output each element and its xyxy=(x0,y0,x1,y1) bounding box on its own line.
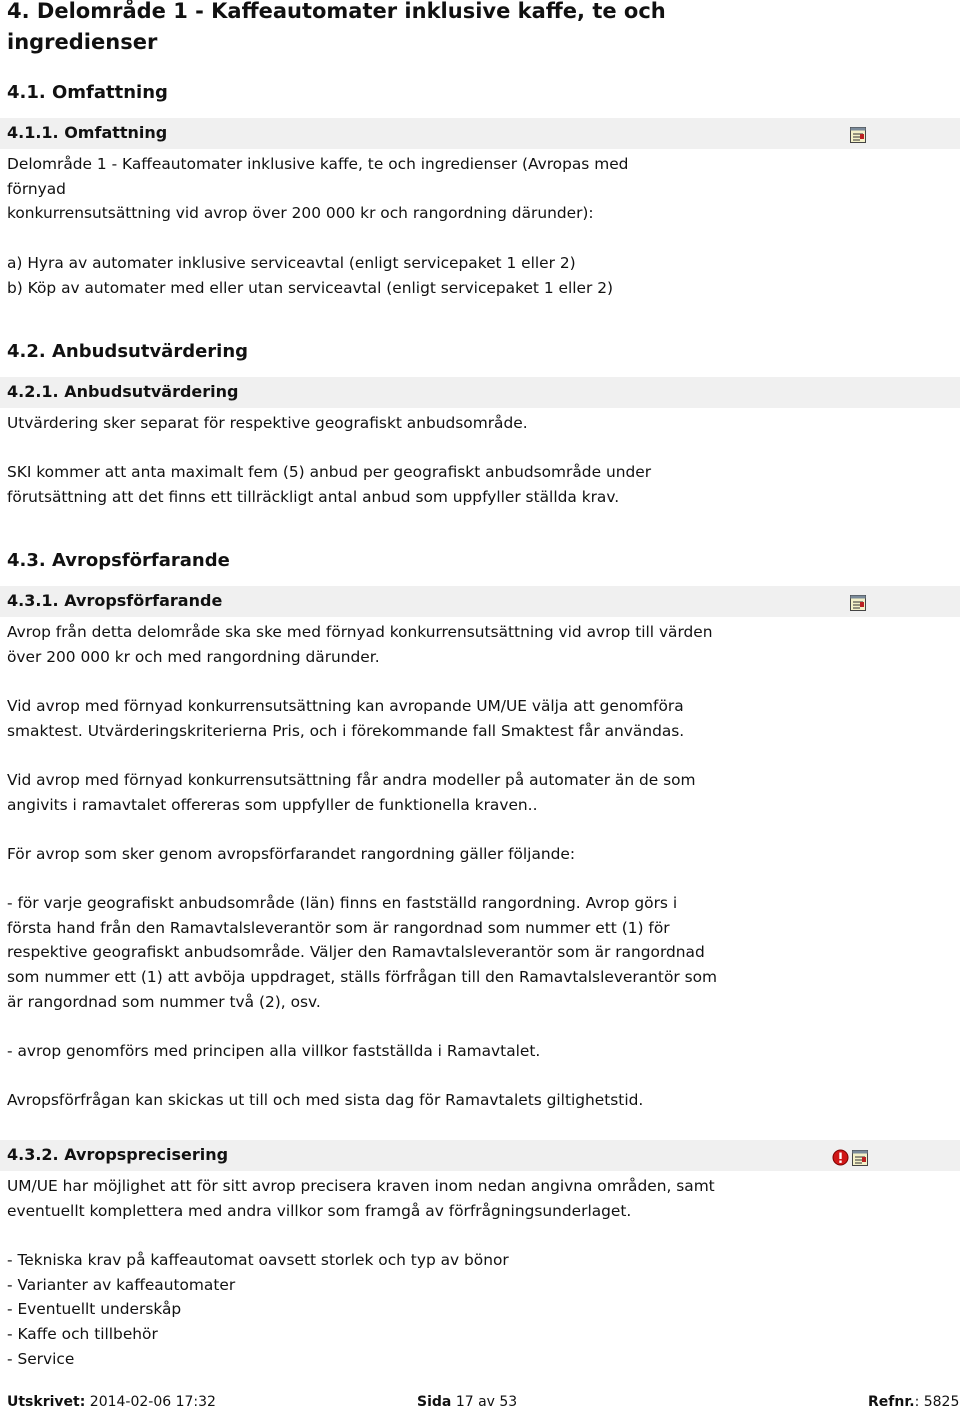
paragraph-4-3-1-a: Avrop från detta delområde ska ske med förnyad konkurrensutsättning vid avrop till värden över 200 000 kr och med rangordning därunder. xyxy=(7,623,713,666)
section-heading-4-2: 4.2. Anbudsutvärdering xyxy=(7,341,249,362)
document-icon[interactable] xyxy=(851,1149,869,1167)
document-title-line1: 4. Delområde 1 - Kaffeautomater inklusive kaffe, te och xyxy=(7,0,666,23)
footer-ref xyxy=(868,1393,959,1411)
list-4-1-1 xyxy=(7,251,613,300)
paragraph-4-3-1-f: - avrop genomförs med principen alla villkor fastställda i Ramavtalet. xyxy=(7,1042,541,1060)
footer-ref-label: Refnr. xyxy=(868,1394,915,1410)
subsection-heading-4-1-1: 4.1.1. Omfattning xyxy=(7,123,168,142)
paragraph-4-3-1-b: Vid avrop med förnyad konkurrensutsättning kan avropande UM/UE välja att genomföra smaktest. Utvärderingskriterierna Pris, och i förekommande fall Smaktest får användas. xyxy=(7,697,685,740)
list-item: - Varianter av kaffeautomater xyxy=(7,1275,236,1294)
footer-printed-label: Utskrivet: xyxy=(7,1394,86,1410)
subsection-heading-4-3-1: 4.3.1. Avropsförfarande xyxy=(7,591,223,610)
section-heading-4-3: 4.3. Avropsförfarande xyxy=(7,550,230,571)
footer-ref-value: : 5825 xyxy=(914,1394,960,1410)
exclamation-icon[interactable] xyxy=(832,1149,849,1166)
list-4-3-2 xyxy=(7,1248,509,1372)
list-item: - Eventuellt underskåp xyxy=(7,1300,182,1319)
footer-page xyxy=(417,1393,517,1411)
footer-printed-value: 2014-02-06 17:32 xyxy=(89,1394,216,1410)
paragraph-4-2-1-b: SKI kommer att anta maximalt fem (5) anbud per geografiskt anbudsområde under förutsättning att det finns ett tillräckligt antal anbud som uppfyller ställda krav. xyxy=(7,463,652,506)
subsection-heading-4-2-1: 4.2.1. Anbudsutvärdering xyxy=(7,382,239,401)
document-title-line2: ingredienser xyxy=(7,30,158,54)
paragraph-4-1-1-intro: Delområde 1 - Kaffeautomater inklusive kaffe, te och ingredienser (Avropas med förnyad konkurrensutsättning vid avrop över 200 000 kr och rangordning därunder): xyxy=(7,155,629,223)
list-item: b) Köp av automater med eller utan serviceavtal (enligt servicepaket 1 eller 2) xyxy=(7,278,614,297)
footer-page-value: 17 av 53 xyxy=(455,1394,518,1410)
section-heading-4-1: 4.1. Omfattning xyxy=(7,82,168,103)
paragraph-4-3-1-e: - för varje geografiskt anbudsområde (län) finns en fastställd rangordning. Avrop görs i första hand från den Ramavtalsleverantör som är rangordnad som nummer ett (1) för respektive geografiskt anbudsområde. Väljer den Ramavtalsleverantör som är rangordnad som nummer ett (1) att avböja uppdraget, ställs förfrågan till den Ramavtalsleverantör som är rangordnad som nummer två (2), osv. xyxy=(7,894,718,1011)
paragraph-4-3-1-c: Vid avrop med förnyad konkurrensutsättning får andra modeller på automater än de som angivits i ramavtalet offereras som uppfyller de funktionella kraven.. xyxy=(7,771,696,814)
list-item: - Tekniska krav på kaffeautomat oavsett storlek och typ av bönor xyxy=(7,1251,509,1269)
footer-printed xyxy=(7,1393,216,1411)
footer-page-label: Sida xyxy=(417,1394,452,1410)
paragraph-4-2-1-a: Utvärdering sker separat för respektive geografiskt anbudsområde. xyxy=(7,414,528,432)
paragraph-4-3-2-a: UM/UE har möjlighet att för sitt avrop precisera kraven inom nedan angivna områden, samt eventuellt komplettera med andra villkor som framgå av förfrågningsunderlaget. xyxy=(7,1177,715,1220)
list-item: a) Hyra av automater inklusive serviceavtal (enligt servicepaket 1 eller 2) xyxy=(7,254,576,272)
paragraph-4-3-1-g: Avropsförfrågan kan skickas ut till och med sista dag för Ramavtalets giltighetstid. xyxy=(7,1091,644,1109)
list-item: - Service xyxy=(7,1349,75,1368)
paragraph-4-3-1-d: För avrop som sker genom avropsförfarandet rangordning gäller följande: xyxy=(7,845,576,863)
subsection-heading-4-3-2: 4.3.2. Avropsprecisering xyxy=(7,1145,229,1164)
document-icon[interactable] xyxy=(849,594,867,612)
list-item: - Kaffe och tillbehör xyxy=(7,1325,158,1344)
document-icon[interactable] xyxy=(849,126,867,144)
